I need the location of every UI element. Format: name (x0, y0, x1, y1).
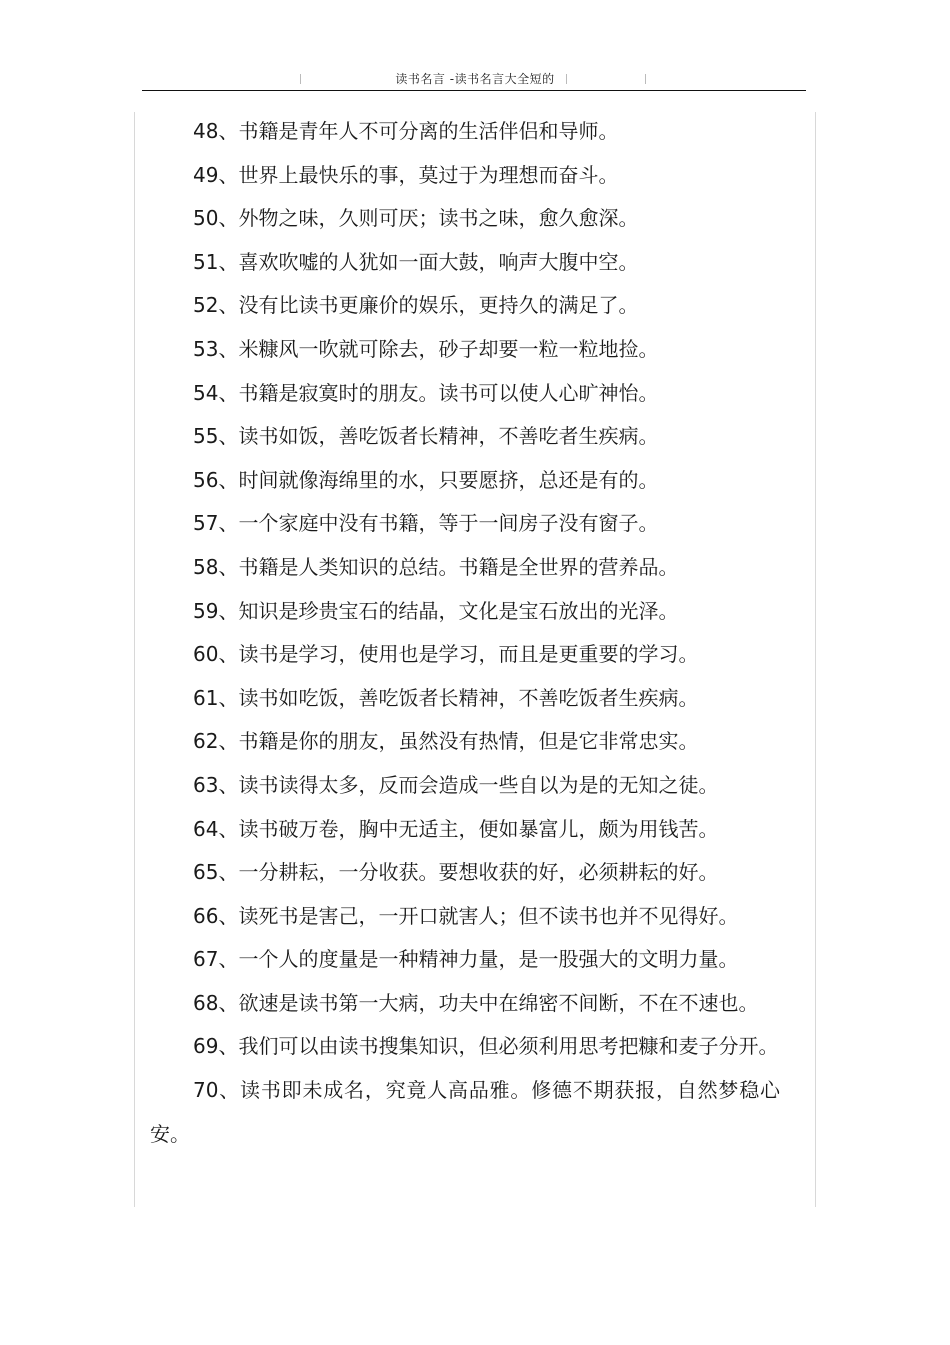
quote-item: 50、外物之味，久则可厌；读书之味，愈久愈深。 (193, 206, 639, 231)
page-header (0, 0, 950, 95)
quote-item: 52、没有比读书更廉价的娱乐，更持久的满足了。 (193, 293, 639, 318)
header-title: 读书名言 -读书名言大全短的 (395, 72, 555, 86)
quote-item: 65、一分耕耘，一分收获。要想收获的好，必须耕耘的好。 (193, 860, 719, 885)
quote-item: 56、时间就像海绵里的水，只要愿挤，总还是有的。 (193, 467, 659, 492)
quote-item: 48、书籍是青年人不可分离的生活伴侣和导师。 (193, 119, 619, 143)
quote-list (150, 110, 780, 1156)
quote-item: 63、读书读得太多，反而会造成一些自以为是的无知之徒。 (193, 772, 719, 797)
quote-item: 70、读书即未成名，究竟人高品雅。修德不期获报，自然梦稳心安。 (150, 1078, 780, 1146)
quote-item: 60、读书是学习，使用也是学习，而且是更重要的学习。 (193, 642, 699, 667)
quote-item: 57、一个家庭中没有书籍，等于一间房子没有窗子。 (193, 511, 659, 536)
quote-item: 67、一个人的度量是一种精神力量，是一股强大的文明力量。 (193, 947, 739, 972)
quote-item: 54、书籍是寂寞时的朋友。读书可以使人心旷神怡。 (193, 380, 659, 405)
right-margin-rule (815, 112, 816, 1207)
quote-item: 58、书籍是人类知识的总结。书籍是全世界的营养品。 (193, 554, 679, 579)
quote-item: 64、读书破万卷，胸中无适主，便如暴富儿，颇为用钱苦。 (193, 816, 719, 841)
quote-item: 55、读书如饭，善吃饭者长精神，不善吃者生疾病。 (193, 424, 659, 449)
left-margin-rule (134, 112, 135, 1207)
quote-item: 53、米糠风一吹就可除去，砂子却要一粒一粒地捡。 (193, 336, 659, 361)
quote-item: 59、知识是珍贵宝石的结晶，文化是宝石放出的光泽。 (193, 598, 679, 623)
header-rule (142, 90, 806, 91)
quote-item: 61、读书如吃饭，善吃饭者长精神，不善吃饭者生疾病。 (193, 685, 699, 710)
quote-item: 49、世界上最快乐的事，莫过于为理想而奋斗。 (193, 162, 619, 187)
quote-item: 62、书籍是你的朋友，虽然没有热情，但是它非常忠实。 (193, 729, 699, 754)
quote-item: 69、我们可以由读书搜集知识，但必须利用思考把糠和麦子分开。 (193, 1034, 779, 1059)
quote-item: 66、读死书是害己，一开口就害人；但不读书也并不见得好。 (193, 903, 739, 928)
quote-item: 68、欲速是读书第一大病，功夫中在绵密不间断，不在不速也。 (193, 990, 759, 1015)
quote-item: 51、喜欢吹嘘的人犹如一面大鼓，响声大腹中空。 (193, 249, 639, 274)
